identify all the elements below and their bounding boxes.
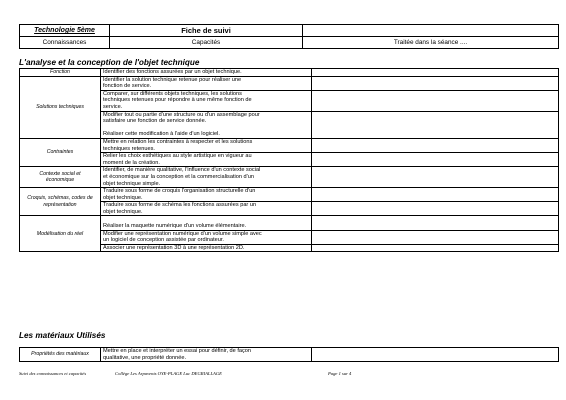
capacity-text-line: Comparer, sur différents objets techniques, les solutions [103, 90, 242, 97]
table-row [20, 90, 559, 111]
header-blank-cell [303, 25, 559, 37]
capacity-cell [101, 76, 312, 90]
capacity-text-line: techniques retenues. [103, 145, 155, 152]
capacity-cell [101, 69, 312, 77]
session-cell[interactable] [312, 348, 559, 362]
table-row [20, 167, 559, 188]
table-row [20, 153, 559, 167]
document-type: Fiche de suivi [110, 25, 303, 37]
session-cell[interactable] [312, 188, 559, 202]
knowledge-label-line: Fonction [50, 69, 70, 76]
capacity-cell [101, 230, 312, 244]
session-cell[interactable] [312, 167, 559, 188]
capacity-text-line: Associer une représentation 3D à une représentation 2D. [103, 244, 245, 251]
capacity-text-line: Mettre en place et interpréter un essai pour définir, de façon [103, 348, 252, 354]
knowledge-label [20, 216, 101, 252]
header-row-title [20, 25, 559, 37]
session-cell[interactable] [312, 90, 559, 111]
knowledge-label-line: économique [45, 177, 75, 184]
capacity-cell [101, 188, 312, 202]
capacity-cell [101, 216, 312, 230]
session-cell[interactable] [312, 216, 559, 230]
table-row [20, 111, 559, 138]
capacity-text-line: Réaliser cette modification à l'aide d'un logiciel. [103, 131, 220, 138]
capacity-text-line: service. [103, 103, 123, 110]
capacity-cell [101, 244, 312, 252]
column-header-capacites: Capacités [110, 37, 303, 49]
column-header-connaissances: Connaissances [20, 37, 110, 49]
capacity-text-line: Identifier la solution technique retenue pour réaliser une [103, 76, 242, 83]
capacity-text-line: techniques retenues pour répondre à une même fonction de [103, 97, 252, 104]
capacity-cell [101, 348, 312, 362]
capacity-text-line: satisfaire une fonction de service donnée. [103, 118, 207, 125]
capacity-text-line [103, 125, 309, 132]
knowledge-label [20, 167, 101, 188]
capacity-text-line: Identifier, de manière qualitative, l'influence d'un contexte social [103, 167, 261, 174]
capacity-text-line: un logiciel de conception assistée par ordinateur. [103, 237, 224, 244]
course-title: Technologie 5ème [20, 25, 110, 37]
knowledge-label-line: Croquis, schémas, codes de [27, 195, 93, 202]
footer-page-number: Page 1 sur 4 [328, 371, 352, 376]
table-row [20, 188, 559, 202]
capacity-text-line: et économique sur la conception et la commercialisation d'un [103, 173, 254, 180]
knowledge-label-line: représentation [43, 201, 77, 208]
capacity-text-line: Réaliser la maquette numérique d'un volume élémentaire. [103, 223, 247, 230]
session-cell[interactable] [312, 76, 559, 90]
competency-table [19, 68, 559, 252]
session-cell[interactable] [312, 202, 559, 216]
section-title: Les matériaux Utilisés [19, 331, 106, 340]
section-title: L'analyse et la conception de l'objet technique [19, 58, 200, 67]
capacity-cell [101, 153, 312, 167]
capacity-text-line: Mettre en relation les contraintes à respecter et les solutions [103, 138, 253, 145]
knowledge-label-line: Modélisation du réel [36, 230, 84, 237]
table-row [20, 69, 559, 77]
knowledge-label [20, 348, 101, 362]
knowledge-label-line: Solutions techniques [36, 104, 84, 111]
column-header-traitee: Traitée dans la séance .... [303, 37, 559, 49]
competency-table [19, 347, 559, 362]
session-cell[interactable] [312, 111, 559, 138]
session-cell[interactable] [312, 138, 559, 152]
session-cell[interactable] [312, 230, 559, 244]
capacity-text-line [103, 216, 309, 223]
capacity-text-line: objet technique. [103, 194, 143, 201]
table-row [20, 76, 559, 90]
capacity-cell [101, 90, 312, 111]
capacity-cell [101, 111, 312, 138]
capacity-text-line: Modifier tout ou partie d'une structure ou d'un assemblage pour [103, 111, 260, 118]
capacity-text-line: qualitative, une propriété donnée. [103, 354, 187, 361]
capacity-text-line: Identifier des fonctions assurées par un objet technique. [103, 69, 242, 75]
table-row [20, 202, 559, 216]
table-row [20, 244, 559, 252]
capacity-cell [101, 202, 312, 216]
knowledge-label-line: Contexte social et [39, 170, 81, 177]
knowledge-label [20, 138, 101, 166]
capacity-text-line: Relier les choix esthétiques au style artistique en vigueur au [103, 153, 252, 160]
session-cell[interactable] [312, 153, 559, 167]
knowledge-label-line: Contraintes [46, 149, 74, 156]
capacity-text-line: objet technique. [103, 208, 143, 215]
capacity-text-line: objet technique simple. [103, 180, 161, 187]
capacity-text-line: Modifier une représentation numérique d'un volume simple avec [103, 230, 262, 237]
session-cell[interactable] [312, 69, 559, 77]
knowledge-label [20, 188, 101, 216]
table-row [20, 230, 559, 244]
capacity-cell [101, 167, 312, 188]
knowledge-label-line: Propriétés des matériaux [31, 351, 89, 358]
header-table [19, 24, 559, 49]
table-row [20, 348, 559, 362]
capacity-text-line: moment de la création. [103, 159, 160, 166]
capacity-cell [101, 138, 312, 152]
header-row-columns [20, 37, 559, 49]
session-cell[interactable] [312, 244, 559, 252]
capacity-text-line: fonction de service. [103, 83, 152, 90]
knowledge-label [20, 69, 101, 77]
footer-left: Suivi des connaissances et capacités [19, 371, 87, 376]
capacity-text-line: Traduire sous forme de croquis l'organisation structurelle d'un [103, 188, 256, 195]
table-row [20, 138, 559, 152]
knowledge-label [20, 76, 101, 138]
table-row [20, 216, 559, 230]
footer-center: Collège Les Arpavents OYE-PLAGE Luc DEGRIALLAGE [115, 371, 222, 376]
capacity-text-line: Traduire sous forme de schéma les fonctions assurées par un [103, 202, 257, 209]
